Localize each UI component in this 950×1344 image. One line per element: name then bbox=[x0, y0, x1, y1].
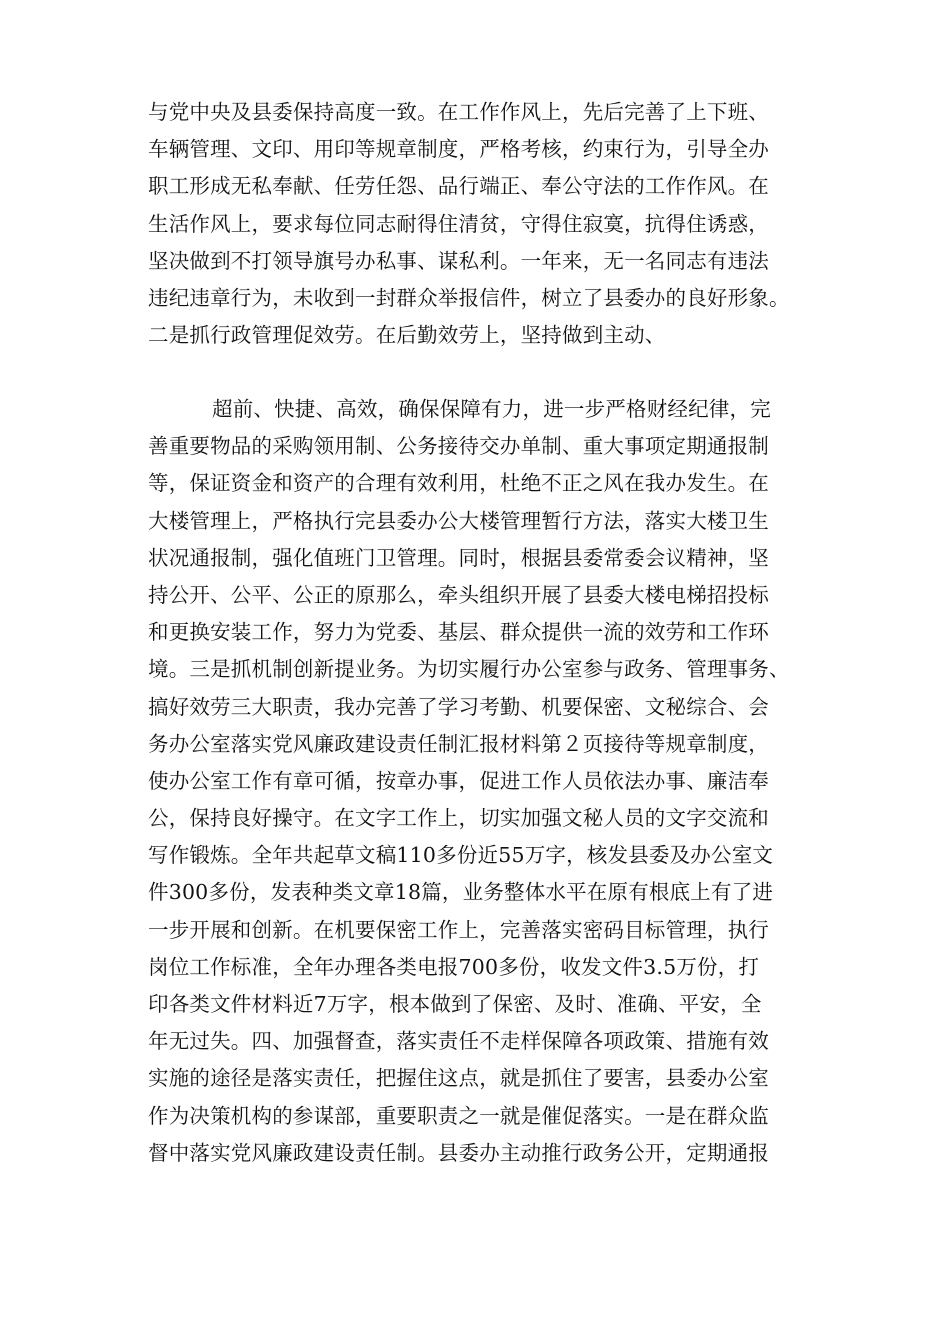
text-line: 境。三是抓机制创新提业务。为切实履行办公室参与政务、管理事务、 bbox=[148, 657, 790, 682]
paragraph-1 bbox=[148, 94, 818, 354]
text-line: 搞好效劳三大职责，我办完善了学习考勤、机要保密、文秘综合、会 bbox=[148, 694, 769, 719]
text-line: 善重要物品的采购领用制、公务接待交办单制、重大事项定期通报制 bbox=[148, 434, 769, 459]
text-line: 等，保证资金和资产的合理有效利用，杜绝不正之风在我办发生。在 bbox=[148, 471, 769, 496]
text-line: 件300多份，发表种类文章18篇，业务整体水平在原有根底上有了进 bbox=[148, 880, 774, 905]
text-line: 状况通报制，强化值班门卫管理。同时，根据县委常委会议精神，坚 bbox=[148, 545, 769, 570]
paragraph-2 bbox=[148, 391, 818, 1172]
text-line: 公，保持良好操守。在文字工作上，切实加强文秘人员的文字交流和 bbox=[148, 806, 769, 831]
text-line: 督中落实党风廉政建设责任制。县委办主动推行政务公开，定期通报 bbox=[148, 1140, 769, 1165]
text-line: 使办公室工作有章可循，按章办事，促进工作人员依法办事、廉洁奉 bbox=[148, 768, 769, 793]
text-line: 一步开展和创新。在机要保密工作上，完善落实密码目标管理，执行 bbox=[148, 917, 769, 942]
text-line: 违纪违章行为，未收到一封群众举报信件，树立了县委办的良好形象。 bbox=[148, 285, 790, 310]
text-line: 年无过失。四、加强督查，落实责任不走样保障各项政策、措施有效 bbox=[148, 1029, 769, 1054]
text-line: 生活作风上，要求每位同志耐得住清贫，守得住寂寞，抗得住诱惑， bbox=[148, 211, 769, 236]
text-line: 岗位工作标准，全年办理各类电报700多份，收发文件3.5万份，打 bbox=[148, 954, 760, 979]
text-line: 实施的途径是落实责任，把握住这点，就是抓住了要害，县委办公室 bbox=[148, 1066, 769, 1091]
text-line: 和更换安装工作，努力为党委、基层、群众提供一流的效劳和工作环 bbox=[148, 620, 769, 645]
text-line: 写作锻炼。全年共起草文稿110多份近55万字，核发县委及办公室文 bbox=[148, 843, 774, 868]
text-line: 车辆管理、文印、用印等规章制度，严格考核，约束行为，引导全办 bbox=[148, 137, 769, 162]
text-line: 务办公室落实党风廉政建设责任制汇报材料第２页接待等规章制度， bbox=[148, 731, 769, 756]
text-line: 二是抓行政管理促效劳。在后勤效劳上，坚持做到主动、 bbox=[148, 323, 666, 348]
text-line: 坚决做到不打领导旗号办私事、谋私利。一年来，无一名同志有违法 bbox=[148, 248, 769, 273]
text-line: 与党中央及县委保持高度一致。在工作作风上，先后完善了上下班、 bbox=[148, 100, 769, 124]
text-line: 印各类文件材料近7万字，根本做到了保密、及时、准确、平安，全 bbox=[148, 992, 762, 1016]
text-line: 大楼管理上，严格执行完县委办公大楼管理暂行方法，落实大楼卫生 bbox=[148, 508, 769, 533]
text-line: 持公开、公平、公正的原那么，牵头组织开展了县委大楼电梯招投标 bbox=[148, 582, 769, 607]
text-line: 职工形成无私奉献、任劳任怨、品行端正、奉公守法的工作作风。在 bbox=[148, 174, 769, 199]
text-line: 作为决策机构的参谋部，重要职责之一就是催促落实。一是在群众监 bbox=[148, 1103, 769, 1128]
text-line: 超前、快捷、高效，确保保障有力，进一步严格财经纪律，完 bbox=[212, 397, 771, 421]
